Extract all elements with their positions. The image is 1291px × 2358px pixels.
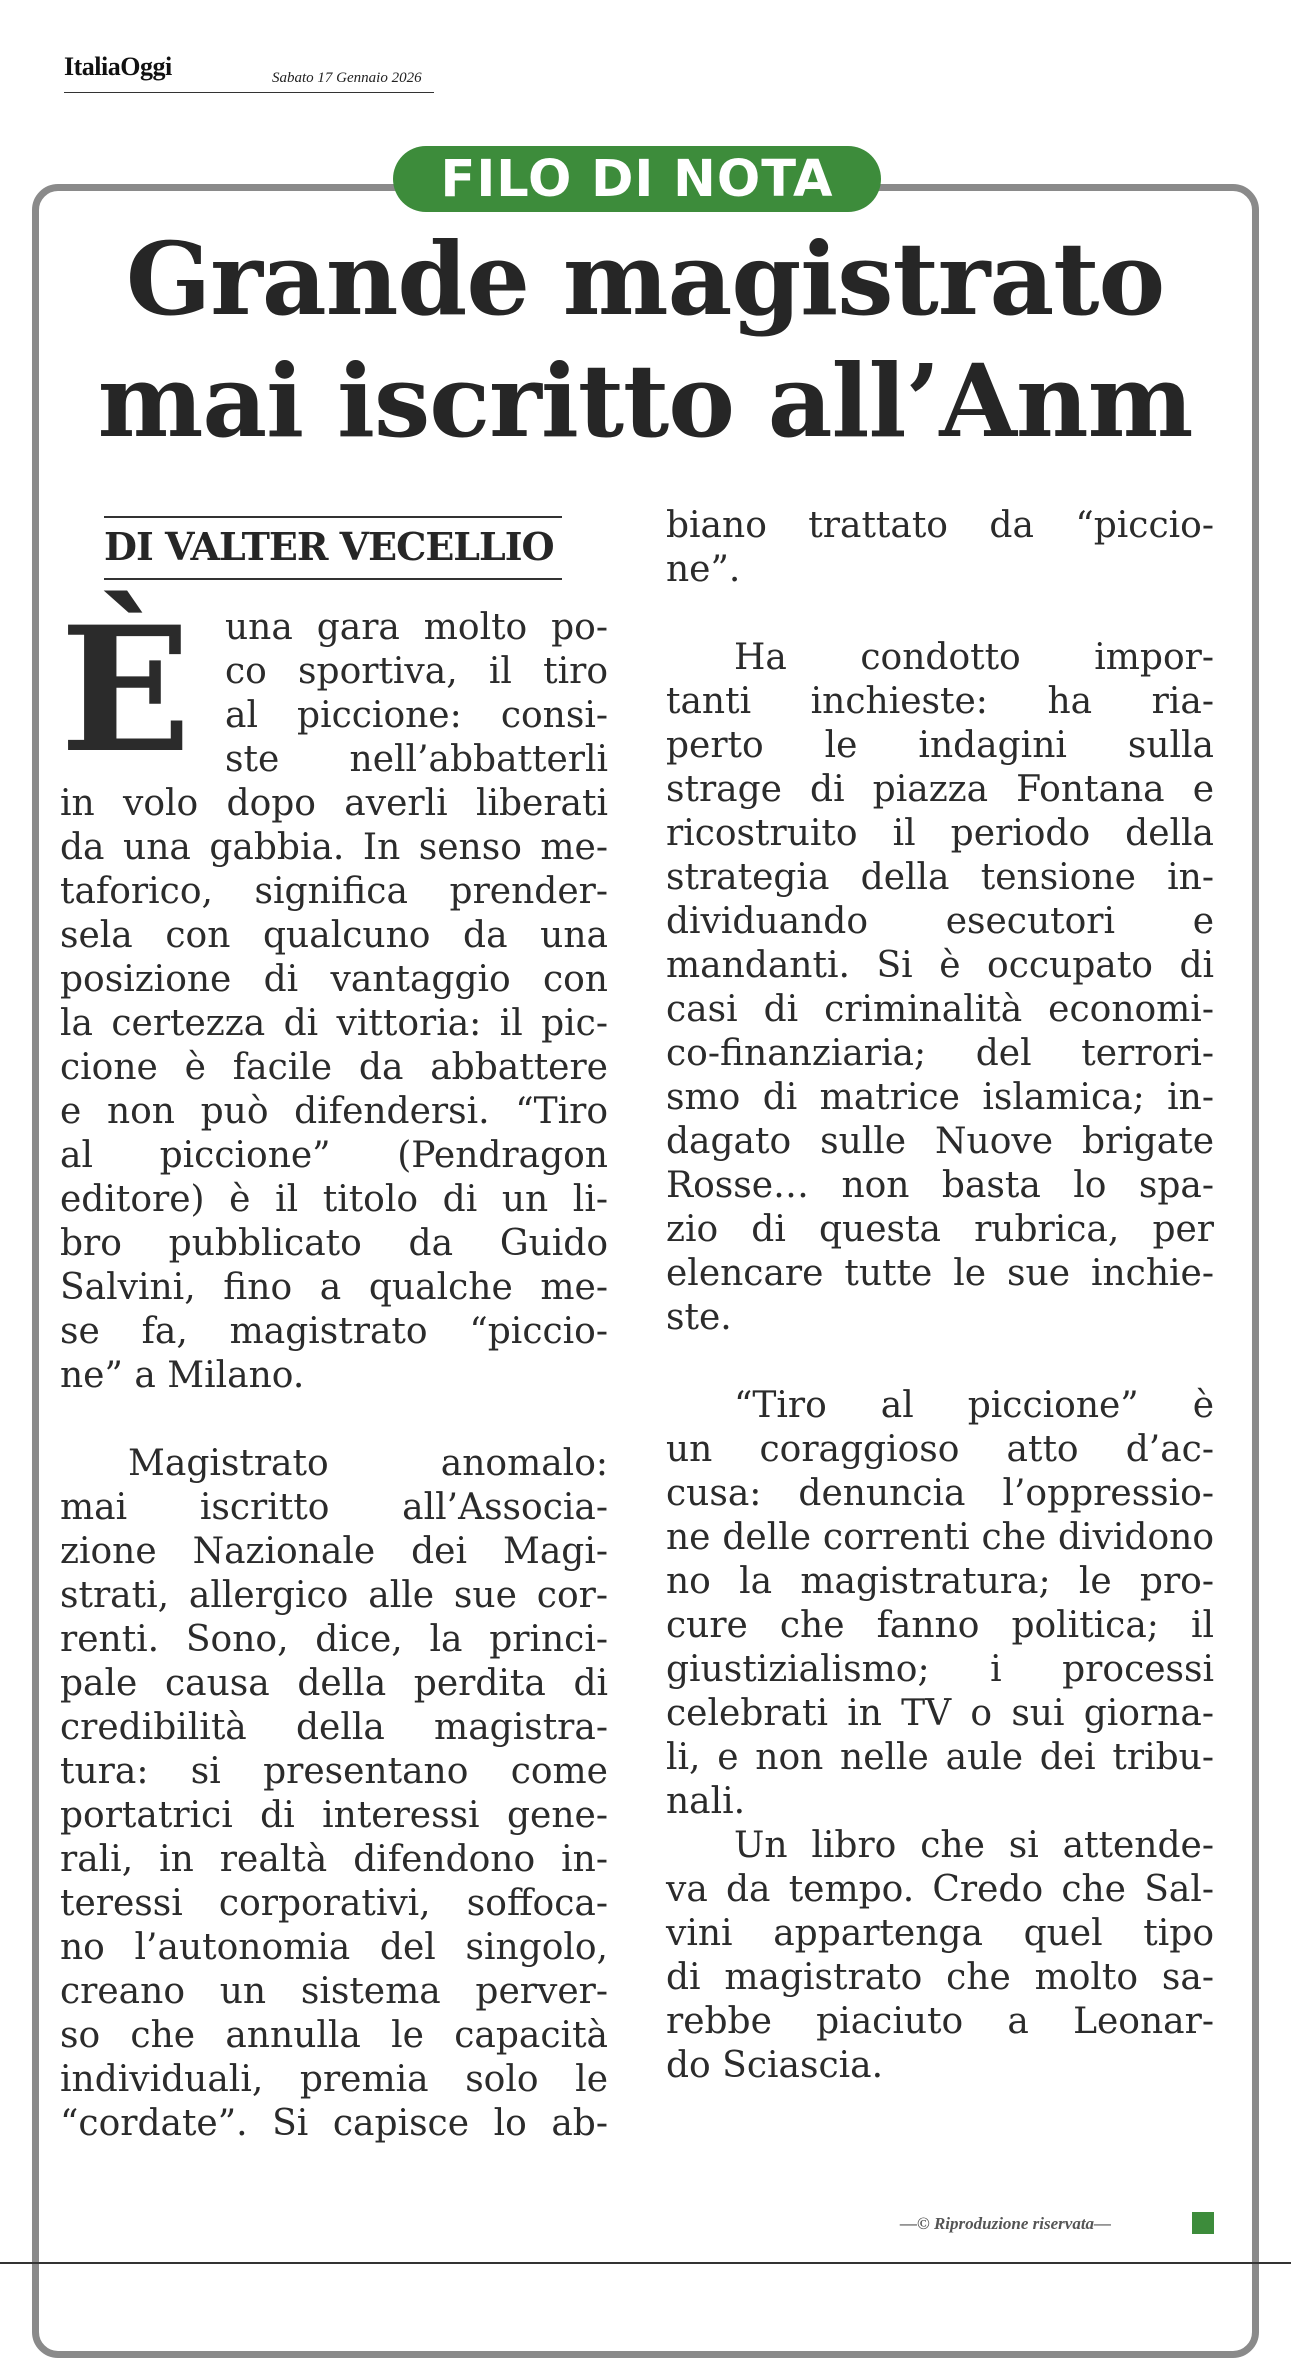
text-line: e non può difendersi. “Tiro: [60, 1091, 608, 1132]
text-line: ste nell’abbatterli: [225, 739, 608, 780]
text-line: elencare tutte le sue inchie-: [666, 1253, 1214, 1294]
drop-cap: È: [60, 588, 192, 791]
text-line: da una gabbia. In senso me-: [60, 827, 608, 868]
text-line: pale causa della perdita di: [60, 1663, 608, 1704]
headline-line: mai iscritto all’Anm: [97, 342, 1193, 460]
text-line: una gara molto po-: [225, 607, 608, 648]
text-line: mandanti. Si è occupato di: [666, 945, 1214, 986]
paragraph: [666, 636, 1214, 1340]
text-line: portatrici di interessi gene-: [60, 1795, 608, 1836]
headline: [60, 218, 1230, 462]
text-line: nali.: [666, 1781, 746, 1822]
text-line: in volo dopo averli liberati: [60, 783, 608, 824]
text-line: do Sciascia.: [666, 2045, 884, 2086]
publication-logo: ItaliaOggi: [64, 52, 172, 81]
text-line: taforico, significa prender-: [60, 871, 608, 912]
text-line: editore) è il titolo di un li-: [60, 1179, 608, 1220]
text-line: vini appartenga quel tipo: [666, 1913, 1214, 1954]
text-line: biano trattato da “piccio-: [666, 505, 1214, 546]
text-line: strage di piazza Fontana e: [666, 769, 1214, 810]
text-line: la certezza di vittoria: il pic-: [60, 1003, 608, 1044]
text-line: mai iscritto all’Associa-: [60, 1487, 608, 1528]
text-line: cione è facile da abbattere: [60, 1047, 608, 1088]
text-line: Magistrato anomalo:: [128, 1443, 608, 1484]
text-line: co-finanziaria; del terrori-: [666, 1033, 1214, 1074]
article-column-right: [666, 504, 1214, 2088]
text-line: no la magistratura; le pro-: [666, 1561, 1214, 1602]
text-line: ste.: [666, 1297, 732, 1338]
text-line: rebbe piaciuto a Leonar-: [666, 2001, 1214, 2042]
article-column-left: [60, 606, 608, 2146]
text-line: cusa: denuncia l’oppressio-: [666, 1473, 1214, 1514]
text-line: co sportiva, il tiro: [225, 651, 608, 692]
copyright-credit: —© Riproduzione riservata—: [900, 2214, 1112, 2233]
text-line: bro pubblicato da Guido: [60, 1223, 608, 1264]
end-mark-icon: [1192, 2212, 1214, 2234]
text-line: perto le indagini sulla: [666, 725, 1214, 766]
text-line: giustizialismo; i processi: [666, 1649, 1214, 1690]
rubric-badge: [393, 146, 881, 212]
text-line: Un libro che si attende-: [734, 1825, 1214, 1866]
text-line: individuali, premia solo le: [60, 2059, 608, 2100]
text-line: smo di matrice islamica; in-: [666, 1077, 1214, 1118]
byline: [104, 516, 562, 580]
text-line: ne” a Milano.: [60, 1355, 305, 1396]
text-line: ricostruito il periodo della: [666, 813, 1214, 854]
text-line: celebrati in TV o sui giorna-: [666, 1693, 1214, 1734]
text-line: Rosse… non basta lo spa-: [666, 1165, 1214, 1206]
text-line: casi di criminalità economi-: [666, 989, 1214, 1030]
text-line: teressi corporativi, soffoca-: [60, 1883, 608, 1924]
paragraph: [666, 1824, 1214, 2088]
text-line: un coraggioso atto d’ac-: [666, 1429, 1214, 1470]
masthead: [64, 52, 434, 93]
headline-line: Grande magistrato: [125, 220, 1165, 338]
text-line: credibilità della magistra-: [60, 1707, 608, 1748]
text-line: creano un sistema perver-: [60, 1971, 608, 2012]
text-line: “Tiro al piccione” è: [734, 1385, 1214, 1426]
text-line: ne”.: [666, 549, 741, 590]
text-line: no l’autonomia del singolo,: [60, 1927, 608, 1968]
paragraph: [60, 606, 608, 1398]
text-line: dagato sulle Nuove brigate: [666, 1121, 1214, 1162]
author-name: DI VALTER VECELLIO: [104, 524, 554, 569]
text-line: strati, allergico alle sue cor-: [60, 1575, 608, 1616]
issue-date: Sabato 17 Gennaio 2026: [272, 70, 422, 86]
text-line: cure che fanno politica; il: [666, 1605, 1214, 1646]
text-line: va da tempo. Credo che Sal-: [666, 1869, 1214, 1910]
text-line: al piccione” (Pendragon: [60, 1135, 608, 1176]
text-line: zione Nazionale dei Magi-: [60, 1531, 608, 1572]
text-line: posizione di vantaggio con: [60, 959, 608, 1000]
text-line: zio di questa rubrica, per: [666, 1209, 1214, 1250]
text-line: se fa, magistrato “piccio-: [60, 1311, 608, 1352]
text-line: Ha condotto impor-: [734, 637, 1214, 678]
text-line: renti. Sono, dice, la princi-: [60, 1619, 608, 1660]
text-line: ne delle correnti che dividono: [666, 1517, 1214, 1558]
paragraph: [60, 1442, 608, 2146]
text-line: Salvini, fino a qualche me-: [60, 1267, 608, 1308]
paragraph: [666, 1384, 1214, 1824]
text-line: rali, in realtà difendono in-: [60, 1839, 608, 1880]
bottom-rule: [0, 2262, 1291, 2264]
text-line: dividuando esecutori e: [666, 901, 1214, 942]
text-line: tura: si presentano come: [60, 1751, 608, 1792]
text-line: tanti inchieste: ha ria-: [666, 681, 1214, 722]
text-line: “cordate”. Si capisce lo ab-: [60, 2103, 608, 2144]
text-line: di magistrato che molto sa-: [666, 1957, 1214, 1998]
rubric-label: FILO DI NOTA: [440, 149, 834, 209]
text-line: strategia della tensione in-: [666, 857, 1214, 898]
text-line: al piccione: consi-: [225, 695, 608, 736]
text-line: so che annulla le capacità: [60, 2015, 608, 2056]
paragraph: [666, 504, 1214, 592]
text-line: li, e non nelle aule dei tribu-: [666, 1737, 1214, 1778]
text-line: sela con qualcuno da una: [60, 915, 608, 956]
